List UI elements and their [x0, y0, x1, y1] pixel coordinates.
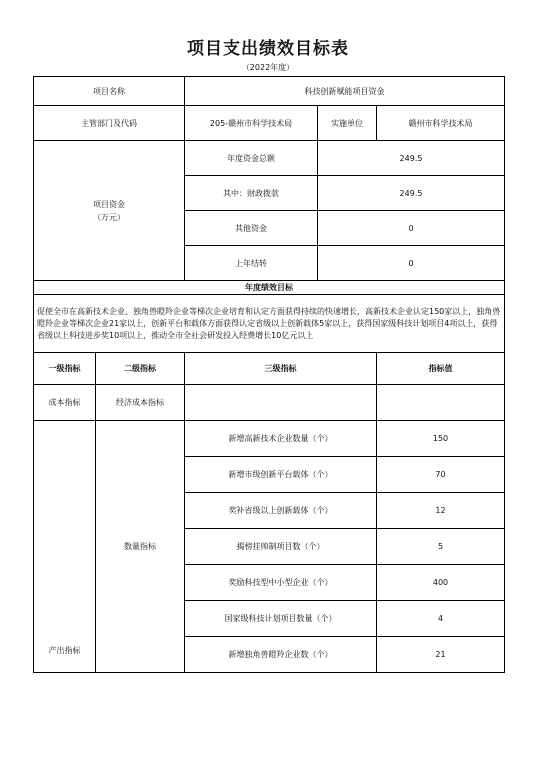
indicator-name: 奖励科技型中小型企业（个） [185, 565, 377, 601]
indicator-name: 新增高新技术企业数量（个） [185, 421, 377, 457]
fund-row-label: 其中：财政拨款 [185, 176, 318, 211]
fund-row-label: 其他资金 [185, 211, 318, 246]
indicator-name: 揭榜挂帅制项目数（个） [185, 529, 377, 565]
department-value: 205-赣州市科学技术局 [185, 106, 318, 141]
indicator-value: 12 [377, 493, 505, 529]
indicator-name: 新增独角兽瞪羚企业数（个） [185, 637, 377, 673]
year-subtitle: （2022年度） [241, 63, 295, 72]
indicator-name: 新增市级创新平台载体（个） [185, 457, 377, 493]
fund-row-label: 上年结转 [185, 246, 318, 281]
project-name-label: 项目名称 [34, 77, 185, 106]
indicator-value: 5 [377, 529, 505, 565]
page-title: 项目支出绩效目标表 [187, 39, 349, 59]
output-l1-label: 产出指标 [34, 421, 96, 673]
fund-row-value: 0 [318, 211, 505, 246]
cost-l3-cell [185, 385, 377, 421]
indicator-name: 奖补省级以上创新载体（个） [185, 493, 377, 529]
fund-row-value: 249.5 [318, 141, 505, 176]
indicator-value: 4 [377, 601, 505, 637]
indicator-value-header: 指标值 [377, 353, 505, 385]
goal-header: 年度绩效目标 [34, 281, 505, 295]
output-l2-label: 数量指标 [96, 421, 185, 673]
department-label: 主管部门及代码 [34, 106, 185, 141]
funds-label: 项目资金 （万元） [34, 141, 185, 281]
performance-table [33, 76, 505, 673]
goal-header-row [34, 281, 505, 295]
department-row [34, 106, 505, 141]
indicator-value: 400 [377, 565, 505, 601]
l2-indicator-header: 二级指标 [96, 353, 185, 385]
cost-indicator-row [34, 385, 505, 421]
indicator-name: 国家级科技计划项目数量（个） [185, 601, 377, 637]
fund-row-label: 年度资金总额 [185, 141, 318, 176]
goal-text: 促使全市在高新技术企业、独角兽瞪羚企业等梯次企业培育和认定方面获得持续的快速增长，高新技术企业认定150家以上，独角兽瞪羚企业等梯次企业21家以上，创新平台和载体方面获得认定省级以上创新载体5家以上，获得国家级科技计划项目4项以上，获得省级以上科技进步奖10项以上，推动全市全社会研发投入经费增长10亿元以上 [34, 295, 505, 353]
indicator-value: 21 [377, 637, 505, 673]
project-name-value: 科技创新赋能项目资金 [185, 77, 505, 106]
indicator-value: 150 [377, 421, 505, 457]
fund-row-value: 0 [318, 246, 505, 281]
funds-row [34, 141, 505, 176]
cost-l2-label: 经济成本指标 [96, 385, 185, 421]
goal-text-row [34, 295, 505, 353]
implementing-unit-value: 赣州市科学技术局 [377, 106, 505, 141]
cost-value-cell [377, 385, 505, 421]
implementing-unit-label: 实施单位 [318, 106, 377, 141]
l1-indicator-header: 一级指标 [34, 353, 96, 385]
project-name-row [34, 77, 505, 106]
indicator-value: 70 [377, 457, 505, 493]
fund-row-value: 249.5 [318, 176, 505, 211]
l3-indicator-header: 三级指标 [185, 353, 377, 385]
output-indicator-row [34, 421, 505, 457]
cost-l1-label: 成本指标 [34, 385, 96, 421]
indicator-header-row [34, 353, 505, 385]
